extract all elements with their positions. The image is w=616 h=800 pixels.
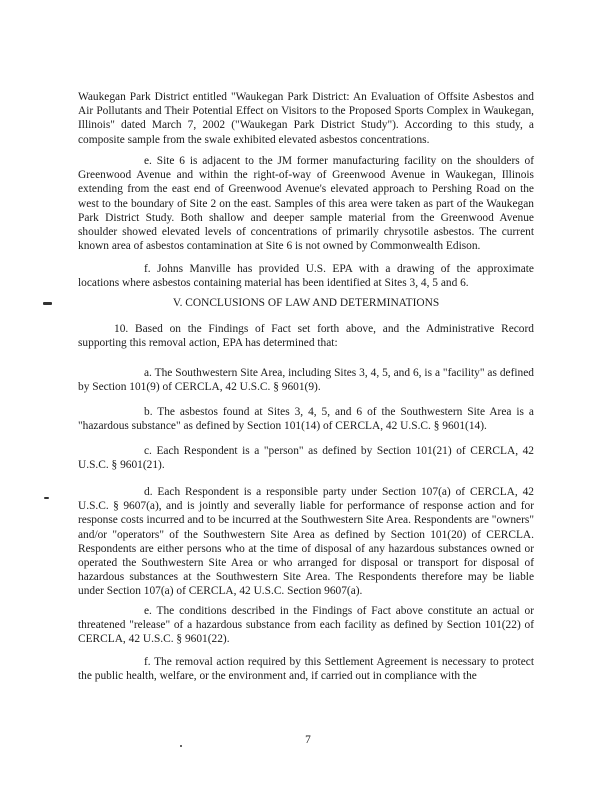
paragraph-d: d. Each Respondent is a responsible party under Section 107(a) of CERCLA, 42 U.S.C. § 9607(a), and is jointly and severally liable for performance of response action and for response costs incurred and to be incurred at the Southwestern Site Area. Respondents are "owners" and/or "operators" of the Southwestern Site Area as defined by Section 101(20) of CERCLA. Respondents are either persons who at the time of disposal of any hazardous substances owned or operated the Southwestern Site Area or who arranged for disposal or transport for disposal of hazardous substances at the Southwestern Site Area. The Respondents therefore may be liable under Section 107(a) of CERCLA, 42 U.S.C. Section 9607(a). xyxy=(78,486,534,598)
paragraph-c: c. Each Respondent is a "person" as defined by Section 101(21) of CERCLA, 42 U.S.C. § 9601(21). xyxy=(78,445,534,472)
paragraph-10: 10. Based on the Findings of Fact set forth above, and the Administrative Record supporting this removal action, EPA has determined that: xyxy=(78,323,534,350)
paragraph-e2: e. The conditions described in the Findings of Fact above constitute an actual or threatened "release" of a hazardous substance from each facility as defined by Section 101(22) of CERCLA, 42 U.S.C. § 9601(22). xyxy=(78,605,534,646)
paragraph-b: b. The asbestos found at Sites 3, 4, 5, and 6 of the Southwestern Site Area is a "hazardous substance" as defined by Section 101(14) of CERCLA, 42 U.S.C. § 9601(14). xyxy=(78,406,534,433)
paragraph-f: f. Johns Manville has provided U.S. EPA with a drawing of the approximate locations where asbestos containing material has been identified at Sites 3, 4, 5 and 6. xyxy=(78,263,534,290)
paragraph-f2: f. The removal action required by this Settlement Agreement is necessary to protect the public health, welfare, or the environment and, if carried out in compliance with the xyxy=(78,656,534,683)
paragraph-a: a. The Southwestern Site Area, including Sites 3, 4, 5, and 6, is a "facility" as defined by Section 101(9) of CERCLA, 42 U.S.C. § 9601(9). xyxy=(78,367,534,394)
section-heading: V. CONCLUSIONS OF LAW AND DETERMINATIONS xyxy=(172,297,440,309)
scan-mark xyxy=(44,497,49,499)
paragraph-intro: Waukegan Park District entitled "Waukegan Park District: An Evaluation of Offsite Asbestos and Air Pollutants and Their Potential Effect on Visitors to the Proposed Sports Complex in Waukegan, Illinois" dated March 7, 2002 ("Waukegan Park District Study"). According to this study, a composite sample from the swale exhibited elevated asbestos concentrations. xyxy=(78,91,534,146)
scan-mark xyxy=(43,302,52,305)
scan-mark xyxy=(180,745,182,747)
paragraph-e: e. Site 6 is adjacent to the JM former manufacturing facility on the shoulders of Greenwood Avenue and within the right-of-way of Greenwood Avenue in Waukegan, Illinois extending from the east end of Greenwood Avenue's elevated approach to Pershing Road on the west to the boundary of Site 2 on the east. Samples of this area were taken as part of the Waukegan Park District Study. Both shallow and deeper sample material from the Greenwood Avenue shoulder showed elevated levels of concentrations of primarily chrysotile asbestos. The current known area of asbestos contamination at Site 6 is not owned by Commonwealth Edison. xyxy=(78,155,534,253)
page-number: 7 xyxy=(305,734,311,746)
